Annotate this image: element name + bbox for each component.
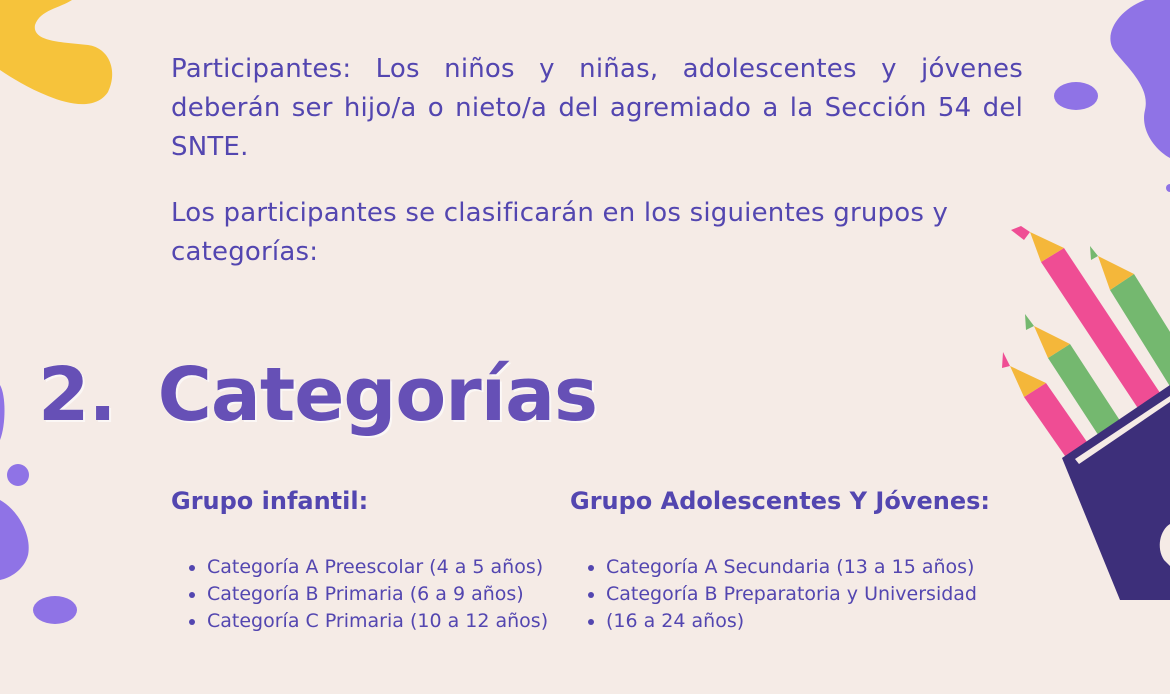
section-heading — [38, 345, 597, 445]
group-adolescentes-title: Grupo Adolescentes Y Jóvenes: — [570, 487, 990, 515]
group-infantil-list — [186, 554, 548, 635]
group-infantil-title: Grupo infantil: — [171, 487, 369, 515]
purple-blob-left — [0, 500, 29, 580]
list-item: Categoría B Preparatoria y Universidad — [585, 581, 977, 608]
purple-dot-top-right — [1054, 82, 1098, 110]
list-item: Categoría A Preescolar (4 a 5 años) — [186, 554, 548, 581]
yellow-blob — [0, 0, 112, 104]
list-item: (16 a 24 años) — [585, 608, 977, 635]
section-number: 2. — [38, 352, 116, 438]
purple-blob-top-right — [1110, 0, 1170, 158]
purple-dot-bottom-left — [33, 596, 77, 624]
purple-dot-edge — [1166, 184, 1170, 192]
section-title: Categorías — [157, 352, 598, 438]
group-adolescentes-list — [585, 554, 977, 635]
purple-dot-left — [7, 464, 29, 486]
list-item: Categoría C Primaria (10 a 12 años) — [186, 608, 548, 635]
participants-paragraph: Participantes: Los niños y niñas, adolescentes y jóvenes deberán ser hijo/a o nieto/a del agremiado a la Sección 54 del SNTE. — [171, 54, 1023, 162]
classification-paragraph: Los participantes se clasificarán en los siguientes grupos y categorías: — [171, 198, 949, 267]
pencils-illustration — [1002, 226, 1170, 600]
list-item: Categoría A Secundaria (13 a 15 años) — [585, 554, 977, 581]
list-item: Categoría B Primaria (6 a 9 años) — [186, 581, 548, 608]
purple-sliver-left — [0, 385, 5, 440]
